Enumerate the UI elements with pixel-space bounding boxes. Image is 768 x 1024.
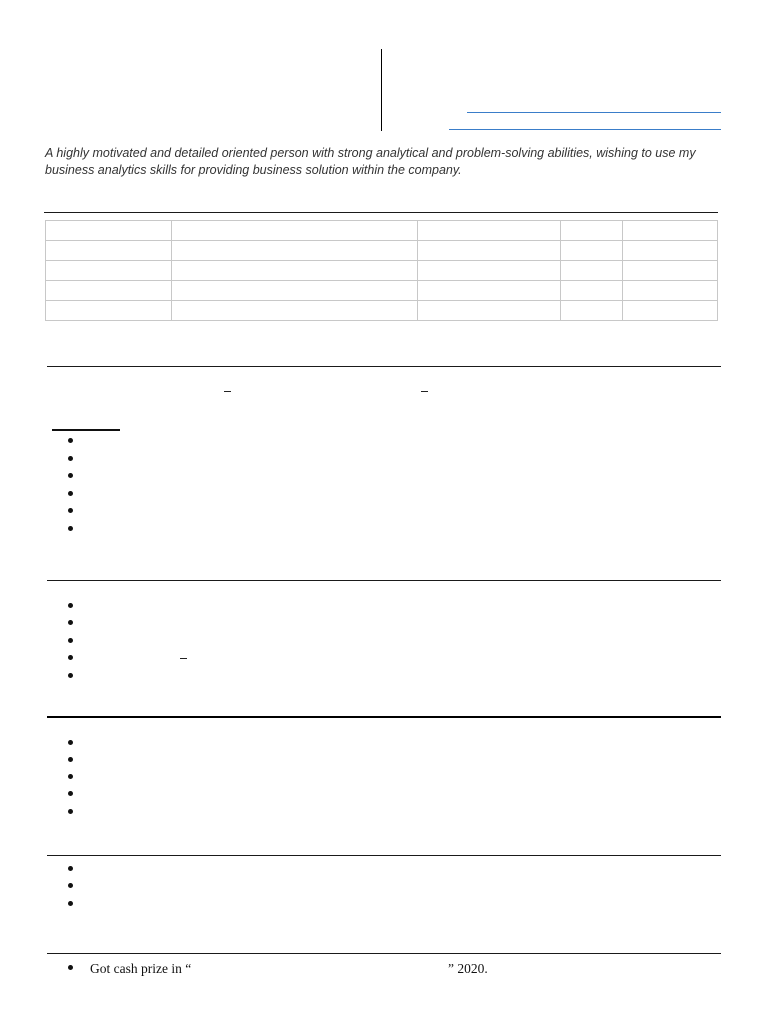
list-bullet: [68, 638, 73, 643]
table-row: [46, 281, 718, 301]
table-cell: [46, 281, 172, 301]
table-cell: [623, 261, 718, 281]
list-bullet: [68, 901, 73, 906]
table-cell: [418, 221, 561, 241]
table-row: [46, 241, 718, 261]
table-cell: [171, 301, 418, 321]
table-row: [46, 261, 718, 281]
table-row: [46, 301, 718, 321]
link-underline-1[interactable]: [467, 112, 721, 113]
table-row: [46, 221, 718, 241]
list-bullet: [68, 603, 73, 608]
table-cell: [623, 221, 718, 241]
list-bullet: [68, 883, 73, 888]
table-cell: [418, 301, 561, 321]
table-cell: [171, 221, 418, 241]
table-cell: [171, 281, 418, 301]
list-bullet: [68, 774, 73, 779]
section-rule-certifications: [47, 855, 721, 856]
section-rule-projects: [47, 716, 721, 718]
table-cell: [418, 241, 561, 261]
table-cell: [561, 221, 623, 241]
list-bullet: [68, 866, 73, 871]
table-cell: [171, 241, 418, 261]
date-dash-2: [421, 391, 428, 392]
award-text-start: Got cash prize in “: [90, 961, 192, 976]
link-underline-2[interactable]: [449, 129, 721, 130]
list-bullet: [68, 508, 73, 513]
section-rule-awards: [47, 953, 721, 954]
list-bullet: [68, 740, 73, 745]
section-rule-education: [44, 212, 718, 213]
list-bullet: [68, 526, 73, 531]
list-bullet: [68, 655, 73, 660]
table-cell: [561, 301, 623, 321]
list-bullet: [68, 473, 73, 478]
table-cell: [46, 241, 172, 261]
list-bullet: [68, 757, 73, 762]
table-cell: [46, 301, 172, 321]
table-cell: [561, 261, 623, 281]
section-rule-experience: [47, 366, 721, 367]
list-bullet: [68, 809, 73, 814]
section-rule-skills: [47, 580, 721, 581]
skill-dash: [180, 658, 187, 659]
objective-text: A highly motivated and detailed oriented person with strong analytical and problem-solving abilities, wishing to use my business analytics skills for providing business solution within the company.: [45, 146, 696, 177]
table-cell: [623, 281, 718, 301]
list-bullet: [68, 620, 73, 625]
table-cell: [561, 241, 623, 261]
table-cell: [46, 261, 172, 281]
list-bullet: [68, 491, 73, 496]
table-cell: [46, 221, 172, 241]
list-bullet: [68, 438, 73, 443]
table-cell: [171, 261, 418, 281]
education-table: [45, 220, 718, 321]
table-cell: [561, 281, 623, 301]
list-bullet: [68, 456, 73, 461]
header-divider: [381, 49, 382, 131]
award-text-end: ” 2020.: [448, 961, 488, 976]
list-bullet: [68, 965, 73, 970]
table-cell: [418, 261, 561, 281]
date-dash-1: [224, 391, 231, 392]
table-cell: [623, 241, 718, 261]
list-bullet: [68, 791, 73, 796]
subheading-underline: [52, 429, 120, 431]
table-cell: [418, 281, 561, 301]
table-cell: [623, 301, 718, 321]
list-bullet: [68, 673, 73, 678]
